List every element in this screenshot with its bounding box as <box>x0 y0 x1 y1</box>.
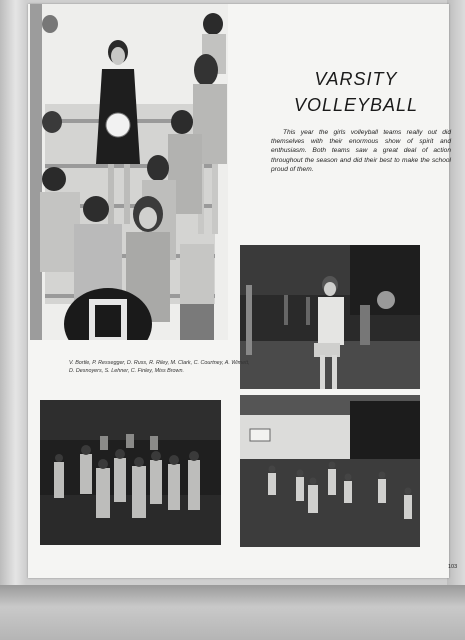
book-spine-edge <box>0 0 26 600</box>
article-text: This year the girls volleyball teams really out did themselves with their enormous show of spirit and enthusiasm. Both teams saw a great deal of action throughout the season and did their best to make the school proud of them. <box>271 129 451 173</box>
player-action-image <box>240 245 420 389</box>
book-bottom-edge <box>0 585 465 640</box>
team-photo-image <box>30 4 228 340</box>
player-action-photo <box>240 245 420 389</box>
yearbook-page <box>28 4 458 578</box>
gym-group-image <box>40 400 221 545</box>
photo-caption: V. Bortle, P. Ressegger, D. Russ, R. Riley, M. Clark, C. Courtney, A. Wimett, D. Desnoyers, S. Lehner, C. Finley, Miss Brown. <box>69 360 250 374</box>
title-line-1: VARSITY <box>314 69 398 89</box>
team-photo <box>30 4 228 340</box>
gym-group-photo <box>40 400 221 545</box>
title-line-2: VOLLEYBALL <box>293 95 419 115</box>
page-number: 103 <box>448 564 458 570</box>
page-title <box>266 66 446 118</box>
gym-game-photo <box>240 395 420 547</box>
book-right-edge <box>447 0 465 600</box>
gym-game-image <box>240 395 420 547</box>
